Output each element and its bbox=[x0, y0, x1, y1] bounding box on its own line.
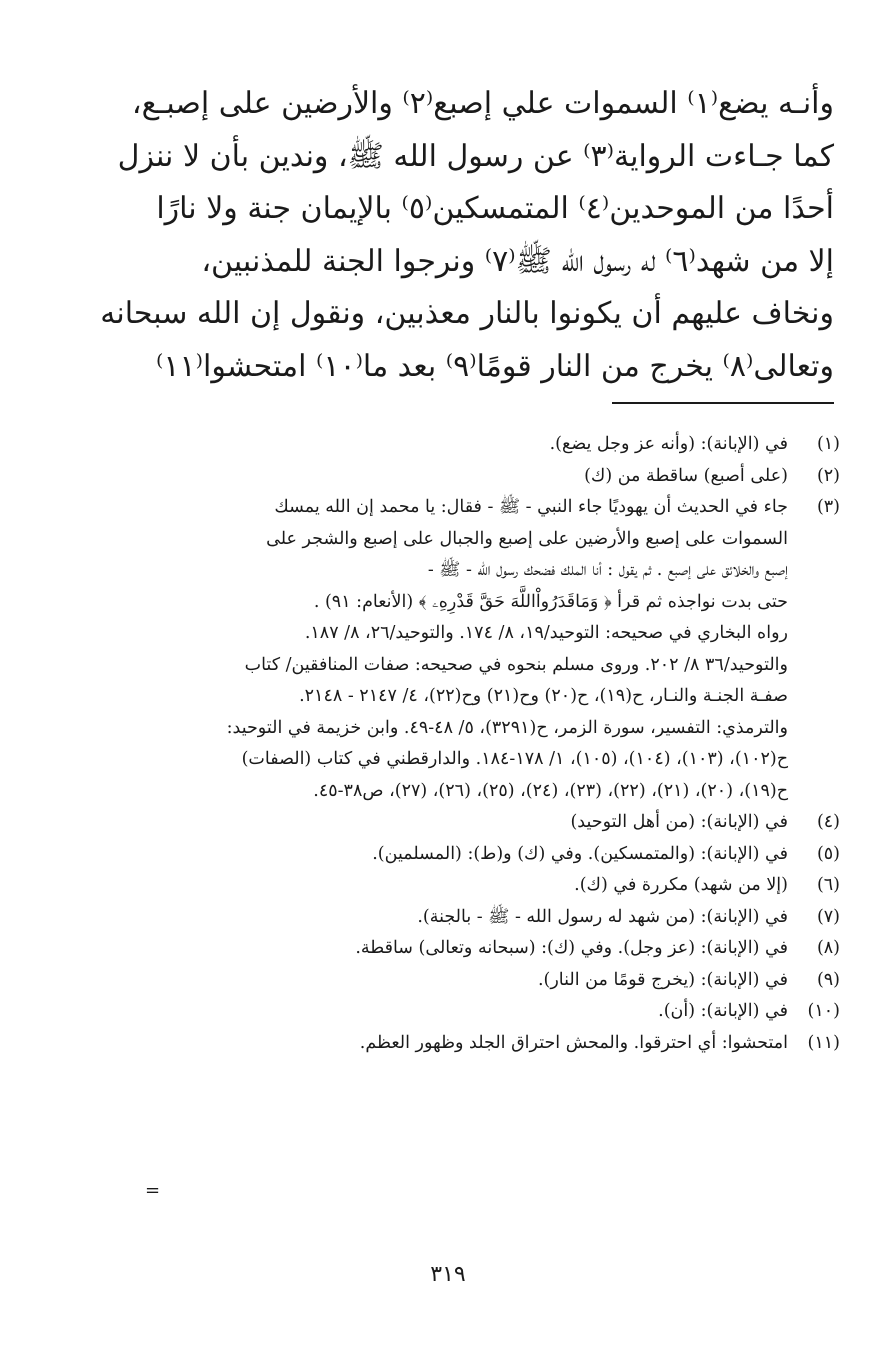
footnote bbox=[120, 870, 840, 902]
main-text-line: أحدًا من الموحدين⁽٤⁾ المتمسكين⁽٥⁾ بالإيمان جنة ولا نارًا bbox=[156, 191, 834, 226]
main-text-line: وتعالى⁽٨⁾ يخرج من النار قومًا⁽٩⁾ بعد ما⁽١٠⁾ امتحشوا⁽١١⁾ bbox=[156, 348, 834, 384]
footnote-text bbox=[120, 902, 788, 934]
footnote-number: (٦) bbox=[816, 875, 840, 895]
footnote-text bbox=[120, 965, 788, 997]
footnote-line: (إلا من شهد) مكررة في (ك). bbox=[574, 875, 788, 895]
footnote-line: في (الإبانة): (يخرج قومًا من النار). bbox=[537, 969, 788, 990]
footnote-line: والترمذي: التفسير، سورة الزمر، ح(٣٢٩١)، ٥/ ٤٨-٤٩. وابن خزيمة في التوحيد: bbox=[226, 717, 788, 738]
footnote-number: (٥) bbox=[816, 843, 840, 864]
footnote-number: (١٠) bbox=[807, 1001, 840, 1021]
footnote bbox=[120, 839, 840, 871]
footnote-number: (٤) bbox=[816, 812, 840, 832]
footnote-number: (٢) bbox=[816, 465, 840, 486]
footnote-line: في (الإبانة): (وأنه عز وجل يضع). bbox=[549, 434, 788, 454]
page-number: ٣١٩ bbox=[430, 1262, 466, 1287]
footnote-line: في (الإبانة): (عز وجل). وفي (ك): (سبحانه وتعالى) ساقطة. bbox=[355, 938, 788, 958]
footnote-text bbox=[120, 461, 788, 493]
footnote bbox=[120, 902, 840, 934]
footnote bbox=[120, 492, 840, 807]
footnote-text bbox=[120, 492, 788, 807]
footnote bbox=[120, 996, 840, 1028]
main-text-line: ونخاف عليهم أن يكونوا بالنار معذبين، ونقول إن الله سبحانه bbox=[100, 296, 834, 331]
footnote-text bbox=[120, 807, 788, 839]
footnote-line: (على أصبع) ساقطة من (ك) bbox=[584, 465, 788, 486]
footnote bbox=[120, 1028, 840, 1060]
footnote-text bbox=[120, 996, 788, 1028]
footnote-number: (٨) bbox=[816, 938, 840, 958]
footnotes-block bbox=[120, 429, 840, 1059]
footnote-line: في (الإبانة): (والمتمسكين). وفي (ك) و(ط): (المسلمين). bbox=[372, 843, 788, 864]
main-text-line: وأنـه يضع⁽١⁾ السموات علي إصبع⁽٢⁾ والأرضين على إصبـع، bbox=[131, 86, 834, 121]
footnote bbox=[120, 429, 840, 461]
footnote-number: (٣) bbox=[816, 497, 840, 517]
footnote bbox=[120, 933, 840, 965]
footnote-text bbox=[120, 870, 788, 902]
footnote-line: إصبع والخلائق على إصبع . ثم يقول : أنا الملك فضحك رسول الله - ﷺ - bbox=[427, 560, 788, 580]
footnote-line: رواه البخاري في صحيحه: التوحيد/١٩، ٨/ ١٧٤. والتوحيد/٢٦، ٨/ ١٨٧. bbox=[304, 623, 788, 643]
stray-mark: = bbox=[145, 1180, 161, 1201]
footnote-line: جاء في الحديث أن يهوديًا جاء النبي - ﷺ - فقال: يا محمد إن الله يمسك bbox=[274, 497, 788, 517]
main-text-line: كما جـاءت الرواية⁽٣⁾ عن رسول الله ﷺ، وندين بأن لا ننزل bbox=[117, 138, 834, 174]
footnote-line: حتى بدت نواجذه ثم قرأ ﴿ وَمَاقَدَرُواْاللَّهَ حَقَّ قَدْرِهِۦ ﴾ (الأنعام: ٩١) . bbox=[313, 591, 788, 612]
footnote-number: (١١) bbox=[807, 1032, 840, 1053]
footnote-text bbox=[120, 1028, 788, 1060]
footnote-line: في (الإبانة): (من شهد له رسول الله - ﷺ - بالجنة). bbox=[417, 906, 788, 927]
footnote-number: (١) bbox=[816, 434, 840, 454]
footnote bbox=[120, 807, 840, 839]
footnote-line: والتوحيد/٣٦ ٨/ ٢٠٢. وروى مسلم بنحوه في صحيحه: صفات المنافقين/ كتاب bbox=[244, 654, 788, 675]
footnote-separator bbox=[612, 402, 834, 404]
footnote-line: ح(١٠٢)، (١٠٣)، (١٠٤)، (١٠٥)، ١/ ١٧٨-١٨٤. والدارقطني في كتاب (الصفات) bbox=[241, 749, 788, 769]
footnote-number: (٧) bbox=[816, 906, 840, 927]
footnote-line: صفـة الجنـة والنـار، ح(١٩)، ح(٢٠) وح(٢١) وح(٢٢)، ٤/ ٢١٤٧ - ٢١٤٨. bbox=[299, 686, 788, 706]
footnote-line: امتحشوا: أي احترقوا. والمحش احتراق الجلد وظهور العظم. bbox=[359, 1032, 788, 1053]
footnote-text bbox=[120, 839, 788, 871]
main-text-block bbox=[100, 78, 834, 393]
footnote bbox=[120, 461, 840, 493]
footnote-line: ح(١٩)، (٢٠)، (٢١)، (٢٢)، (٢٣)، (٢٤)، (٢٥)، (٢٦)، (٢٧)، ص٣٨-٤٥. bbox=[313, 780, 788, 801]
footnote-line: السموات على إصبع والأرضين على إصبع والجبال على إصبع والشجر على bbox=[266, 528, 788, 549]
footnote-line: في (الإبانة): (أن). bbox=[658, 1001, 788, 1021]
footnote-text bbox=[120, 429, 788, 461]
footnote-line: في (الإبانة): (من أهل التوحيد) bbox=[570, 812, 788, 832]
footnote-text bbox=[120, 933, 788, 965]
footnote bbox=[120, 965, 840, 997]
main-text-line: إلا من شهد⁽٦⁾ له رسول الله ﷺ⁽٧⁾ ونرجوا الجنة للمذنبين، bbox=[201, 243, 834, 279]
footnote-number: (٩) bbox=[816, 969, 840, 990]
